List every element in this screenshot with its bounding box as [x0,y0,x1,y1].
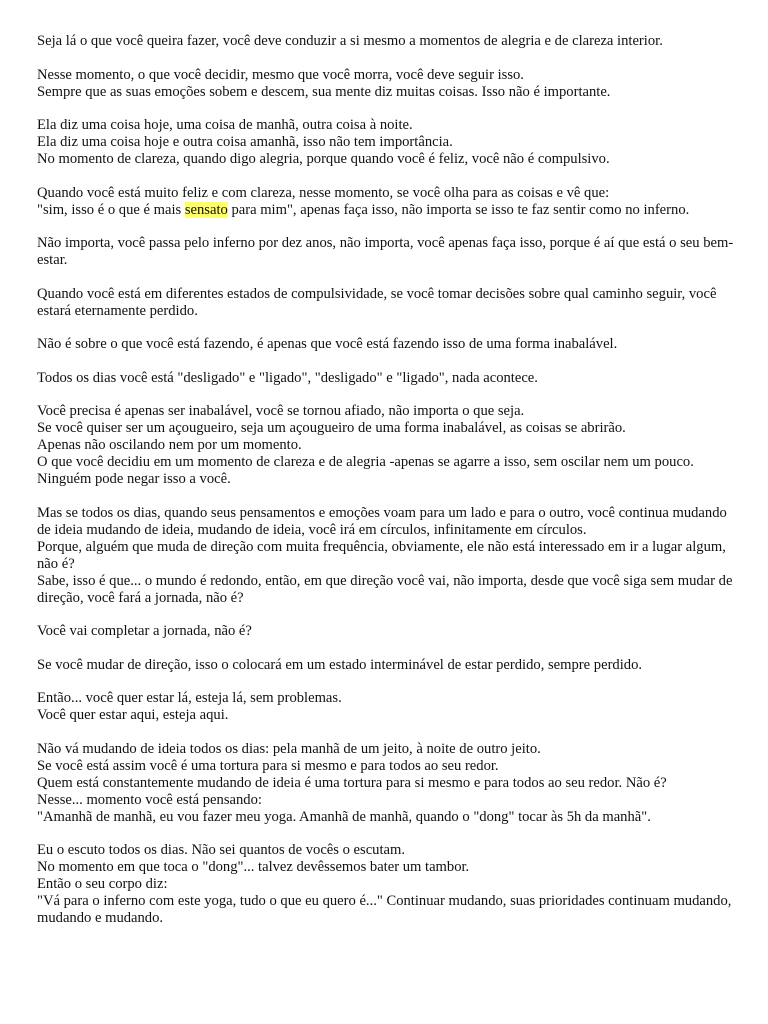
highlighted-word: sensato [184,201,228,218]
paragraph [37,235,737,269]
text-line-with-highlight [37,202,737,219]
text-line: Todos os dias você está "desligado" e "ligado", "desligado" e "ligado", nada acontece. [37,369,538,386]
paragraph [37,185,737,219]
text-line: Quando você está em diferentes estados de compulsividade, se você tomar decisões sobre qual caminho seguir, você estará eternamente perdido. [37,285,717,319]
paragraph [37,286,737,320]
paragraph [37,842,737,927]
text-line: Você precisa é apenas ser inabalável, você se tornou afiado, não importa o que seja. [37,403,525,419]
paragraph [37,403,737,488]
text-line: Não importa, você passa pelo inferno por dez anos, não importa, você apenas faça isso, porque é aí que está o seu bem-estar. [37,235,734,268]
text-line: "Vá para o inferno com este yoga, tudo o que eu quero é..." Continuar mudando, suas prioridades continuam mudando, mudando e mudando. [37,893,732,926]
paragraph [37,690,737,724]
paragraph [37,657,737,674]
text-line: Se você quiser ser um açougueiro, seja um açougueiro de uma forma inabalável, as coisas se abrirão. [37,420,626,436]
text-line: Sabe, isso é que... o mundo é redondo, então, em que direção você vai, não importa, desde que você siga sem mudar de direção, você fará a jornada, não é? [37,572,733,606]
text-line: No momento de clareza, quando digo alegria, porque quando você é feliz, você não é compulsivo. [37,151,610,167]
text-line: Se você mudar de direção, isso o colocará em um estado interminável de estar perdido, sempre perdido. [37,656,643,673]
text-line: O que você decidiu em um momento de clareza e de alegria -apenas se agarre a isso, sem oscilar nem um pouco. [37,454,694,470]
text-line: Não vá mudando de ideia todos os dias: pela manhã de um jeito, à noite de outro jeito. [37,740,541,757]
text-line: Quem está constantemente mudando de ideia é uma tortura para si mesmo e para todos ao seu redor. Não é? [37,774,667,791]
text-line: Eu o escuto todos os dias. Não sei quantos de vocês o escutam. [37,842,406,858]
text-line: Então o seu corpo diz: [37,876,168,892]
text-line: Mas se todos os dias, quando seus pensamentos e emoções voam para um lado e para o outro, você continua mudando de ideia mudando de ideia, mudando de ideia, você irá em círculos, infinitamente em círculos. [37,504,727,538]
text-line: Então... você quer estar lá, esteja lá, sem problemas. [37,690,342,706]
text-line: Nesse... momento você está pensando: [37,791,262,808]
text-line: "Amanhã de manhã, eu vou fazer meu yoga. Amanhã de manhã, quando o "dong" tocar às 5h da manhã". [37,808,651,825]
text-line: No momento em que toca o "dong"... talvez devêssemos bater um tambor. [37,859,470,875]
text-line: Apenas não oscilando nem por um momento. [37,437,302,453]
paragraph [37,741,737,826]
text-line: Nesse momento, o que você decidir, mesmo que você morra, você deve seguir isso. [37,66,524,83]
text-line: Sempre que as suas emoções sobem e descem, sua mente diz muitas coisas. Isso não é importante. [37,83,611,100]
text-line: Ninguém pode negar isso a você. [37,471,231,487]
paragraph [37,67,737,101]
paragraph [37,623,737,640]
text-line: Você vai completar a jornada, não é? [37,623,252,639]
paragraph [37,117,737,168]
paragraph [37,370,737,387]
text-line: Você quer estar aqui, esteja aqui. [37,707,229,723]
paragraph [37,505,737,607]
text-line: Se você está assim você é uma tortura para si mesmo e para todos ao seu redor. [37,757,499,774]
paragraph [37,336,737,353]
paragraph [37,33,737,50]
text-run: para mim", apenas faça isso, não importa se isso te faz sentir como no inferno. [227,201,690,218]
text-line: Porque, alguém que muda de direção com muita frequência, obviamente, ele não está interessado em ir a lugar algum, não é? [37,538,726,572]
text-run: "sim, isso é o que é mais [37,201,185,218]
text-line: Quando você está muito feliz e com clareza, nesse momento, se você olha para as coisas e vê que: [37,184,610,201]
document-body [37,33,737,944]
text-line: Não é sobre o que você está fazendo, é apenas que você está fazendo isso de uma forma inabalável. [37,336,618,352]
text-line: Ela diz uma coisa hoje, uma coisa de manhã, outra coisa à noite. [37,117,413,133]
text-line: Ela diz uma coisa hoje e outra coisa amanhã, isso não tem importância. [37,134,453,150]
text-line: Seja lá o que você queira fazer, você deve conduzir a si mesmo a momentos de alegria e de clareza interior. [37,33,663,49]
